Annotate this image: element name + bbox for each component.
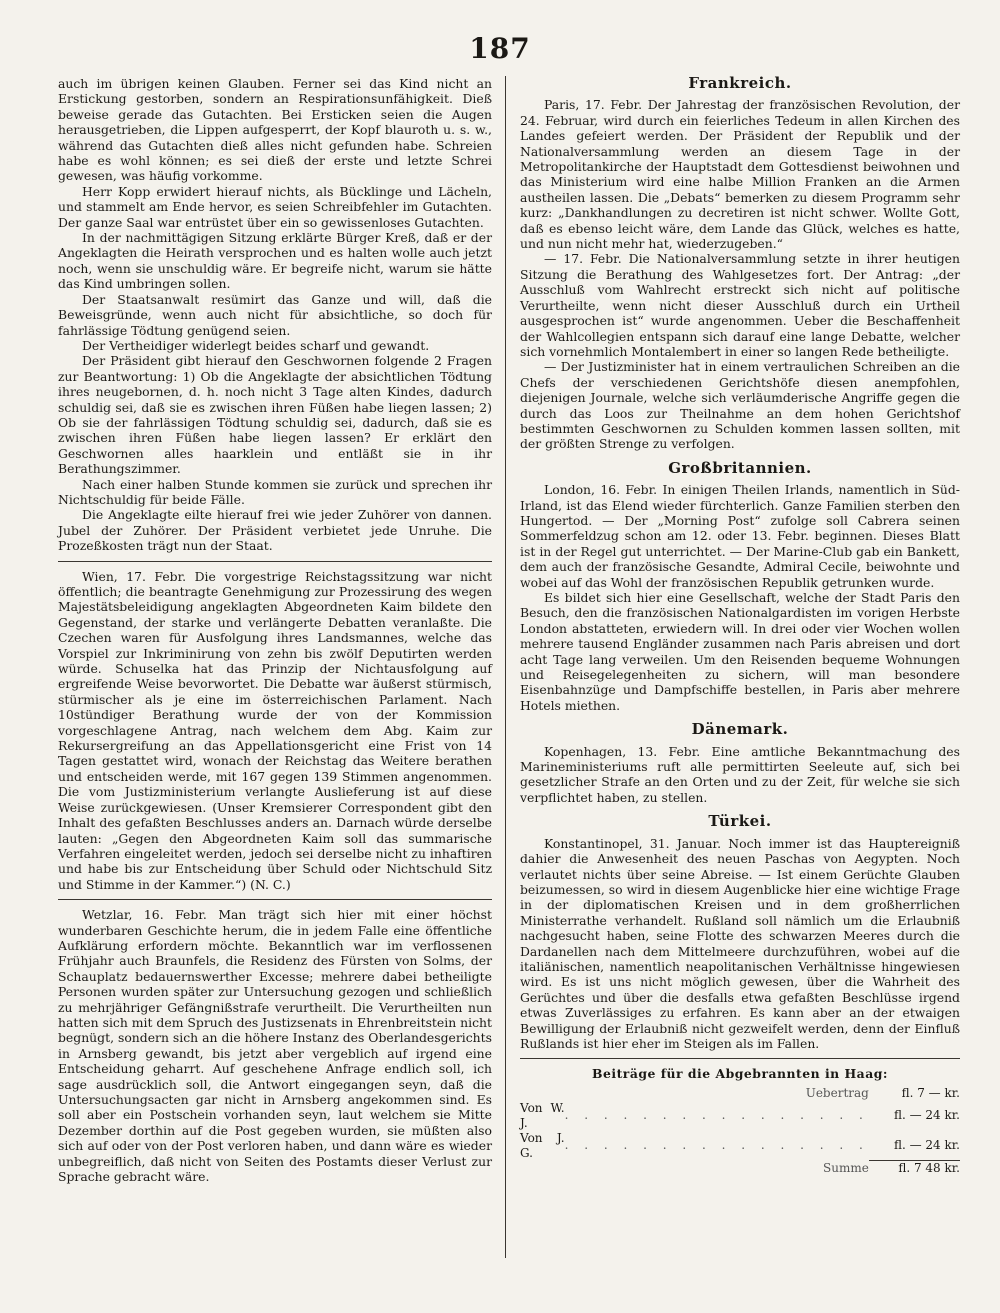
section-divider	[520, 1058, 960, 1059]
carry-amount: fl. 7 — kr.	[901, 1085, 960, 1100]
section-divider	[58, 561, 492, 562]
sum-amount: fl. 7 48 kr.	[869, 1161, 960, 1177]
donor-label: Von W. J.	[520, 1100, 565, 1130]
article-paragraph: Herr Kopp erwidert hierauf nichts, als Bücklinge und Lächeln, und stammelt am Ende hervor, es seien Schreibfehler im Gutachten. Der ganze Saal war entrüstet über ein so gewissenloses Gutachten.	[58, 183, 492, 230]
article-paragraph: Kopenhagen, 13. Febr. Eine amtliche Bekanntmachung des Marineministeriums ruft alle permittirten Seeleute auf, sich bei gesetzlicher Strafe an den Orten und zu der Zeit, für welche sie sich verpflichtet haben, zu stellen.	[520, 743, 960, 805]
article-wien: Wien, 17. Febr. Die vorgestrige Reichstagssitzung war nicht öffentlich; die beantragte Genehmigung zur Prozessirung des wegen Majestätsbeleidigung angeklagten Abgeordneten Kaim bildete den Gegenstand, der starke und verlängerte Debatten veranlaßte. Die Czechen waren für Ausfolgung ihres Landsmannes, welche das Vorspiel zur Inkriminirung von zehn bis zwölf Deputirten werden würde. Schuselka hat das Prinzip der Nichtausfolgung auf ergreifende Weise bevorwortet. Die Debatte war äußerst stürmisch, stürmischer als je eine im österreichischen Parlament. Nach 10stündiger Berathung wurde der von der Kommission vorgeschlagene Antrag, nach welchem dem Abg. Kaim zur Rekursergreifung an das Appellationsgericht eine Frist von 14 Tagen gestattet wird, wonach der Reichstag das Weitere berathen und entscheiden werde, mit 167 gegen 139 Stimmen angenommen. Die vom Justizministerium verlangte Auslieferung ist auf diese Weise zurückgewiesen. (Unser Kremsierer Correspondent gibt den Inhalt des gefaßten Beschlusses anders an. Darnach würde derselbe lauten: „Gegen den Abgeordneten Kaim soll das summarische Verfahren eingeleitet werden, jedoch sei derselbe nicht zu inhaftiren und habe bis zur Entscheidung über Schuld oder Nichtschuld Sitz und Stimme in der Kammer.“) (N. C.)	[58, 568, 492, 892]
section-heading-tuerkei: Türkei.	[708, 812, 772, 831]
carry-label: Uebertrag	[805, 1085, 869, 1100]
table-row	[520, 1101, 960, 1131]
section-divider	[58, 899, 492, 900]
article-paragraph: Der Präsident gibt hierauf den Geschwornen folgende 2 Fragen zur Beantwortung: 1) Ob die Angeklagte der absichtlichen Tödtung ihres neugebornen, d. h. noch nicht 3 Tage alten Kindes, dadurch schuldig sei, daß sie es zwischen ihren Füßen habe liegen lassen; 2) Ob sie der fahrlässigen Tödtung schuldig sei, dadurch, daß sie es zwischen ihren Füßen habe liegen lassen? Er erklärt den Geschwornen alles haarklein und entläßt sie in ihr Berathungszimmer.	[58, 353, 492, 477]
right-column	[520, 76, 960, 1176]
table-row	[520, 1086, 960, 1101]
article-paragraph: Nach einer halben Stunde kommen sie zurück und sprechen ihr Nichtschuldig für beide Fälle.	[58, 476, 492, 507]
article-paragraph: Der Staatsanwalt resümirt das Ganze und will, daß die Beweisgründe, wenn auch nicht für absichtliche, so doch für fahrlässige Tödtung genügend seien.	[58, 291, 492, 338]
donor-label: Von J. G.	[520, 1130, 565, 1160]
article-paragraph: Paris, 17. Febr. Der Jahrestag der französischen Revolution, der 24. Februar, wird durch ein feierliches Tedeum in allen Kirchen des Landes gefeiert werden. Der Präsident der Republik und der Nationalversammlung werden an diesem Tage in der Metropolitankirche der Hauptstadt dem Gottesdienst beiwohnen und das Ministerium wird eine halbe Million Franken an die Armen austheilen lassen. Die „Debats“ bemerken zu diesem Programm sehr kurz: „Dankhandlungen zu decretiren ist nicht schwer. Wollte Gott, daß es ebenso leicht wäre, dem Lande das Glück, welches es hatte, und nun nicht mehr hat, wiederzugeben.“	[520, 97, 960, 252]
section-heading-grossbritannien: Großbritannien.	[668, 458, 812, 477]
donation-amount: fl. — 24 kr.	[893, 1108, 960, 1123]
article-paragraph: In der nachmittägigen Sitzung erklärte Bürger Kreß, daß er der Angeklagten die Heirath versprochen und es halten wolle auch jetzt noch, wenn sie unschuldig wäre. Er begreife nicht, warum sie hätte das Kind umbringen sollen.	[58, 230, 492, 292]
leader-dots: . . . . . . . . . . . . . . . .	[564, 1138, 869, 1153]
section-heading-daenemark: Dänemark.	[691, 720, 789, 739]
column-divider	[505, 76, 506, 1258]
table-row	[520, 1131, 960, 1161]
article-paragraph: — 17. Febr. Die Nationalversammlung setzte in ihrer heutigen Sitzung die Berathung des Wahlgesetzes fort. Der Antrag: „der Ausschluß vom Wahlrecht erstreckt sich nicht auf politische Verurtheilte, wenn nicht dieser Ausschluß durch ein Urtheil ausgesprochen ist“ wurde angenommen. Ueber die Beschaffenheit der Wahlcollegien entspann sich darauf eine lange Debatte, welcher sich vornehmlich Montalembert in einer so langen Rede betheiligte.	[520, 251, 960, 359]
left-column	[58, 76, 492, 1184]
article-paragraph: — Der Justizminister hat in einem vertraulichen Schreiben an die Chefs der verschiedenen Gerichtshöfe diesen anempfohlen, diejenigen Journale, welche sich verläumderische Angriffe gegen die durch das Loos zur Theilnahme an dem hohen Gerichtshof bestimmten Geschwornen zu Schulden kommen lassen sollten, mit der größten Strenge zu verfolgen.	[520, 359, 960, 452]
article-paragraph: Der Vertheidiger widerlegt beides scharf und gewandt.	[82, 337, 430, 353]
article-paragraph: Die Angeklagte eilte hierauf frei wie jeder Zuhörer von dannen. Jubel der Zuhörer. Der Präsident verbietet jede Unruhe. Die Prozeßkosten trägt nun der Staat.	[58, 507, 492, 554]
table-row	[520, 1161, 960, 1177]
article-paragraph: auch im übrigen keinen Glauben. Ferner sei das Kind nicht an Erstickung gestorben, sondern an Respirationsunfähigkeit. Dieß beweise gerade das Gutachten. Bei Ersticken seien die Augen herausgetrieben, die Lippen aufgesperrt, der Kopf blauroth u. s. w., während das Gutachten dieß alles nicht gefunden habe. Schreien habe es wohl können; es sei dieß der erste und letzte Schrei gewesen, was häufig vorkomme.	[58, 76, 492, 184]
page-number: 187	[469, 32, 531, 65]
article-wetzlar: Wetzlar, 16. Febr. Man trägt sich hier mit einer höchst wunderbaren Geschichte herum, die in jedem Falle eine öffentliche Aufklärung erfordern möchte. Bekanntlich war im verflossenen Frühjahr auch Braunfels, die Residenz des Fürsten von Solms, der Schauplatz bedauernswerther Excesse; mehrere dabei betheiligte Personen wurden später zur Untersuchung gezogen und schließlich zu mehrjähriger Gefängnißstrafe verurtheilt. Die Verurtheilten nun hatten sich mit dem Spruch des Justizsenats in Ehrenbreitstein nicht begnügt, sondern sich an die höhere Instanz des Oberlandesgerichts in Arnsberg gewandt, bis jetzt aber vergeblich auf irgend eine Entscheidung geharrt. Auf geschehene Anfrage endlich soll, ich sage ausdrücklich soll, die Antwort eingegangen seyn, daß die Untersuchungsacten gar nicht in Arnsberg angekommen sind. Es soll aber ein Postschein vorhanden seyn, laut welchem sie Mitte Dezember dorthin auf die Post gegeben wurden, sie müßten also sich auf oder von der Post verloren haben, und dann wäre es wieder unbegreiflich, daß nicht von Seiten des Postamts dieser Verlust zur Sprache gebracht wäre.	[58, 907, 492, 1185]
section-heading-frankreich: Frankreich.	[688, 74, 792, 92]
donations-table	[520, 1086, 960, 1177]
donations-title: Beiträge für die Abgebrannten in Haag:	[592, 1066, 888, 1082]
article-paragraph: London, 16. Febr. In einigen Theilen Irlands, namentlich in Süd-Irland, ist das Elend wieder fürchterlich. Ganze Familien sterben den Hungertod. — Der „Morning Post“ zufolge soll Cabrera seinen Sommerfeldzug schon am 12. oder 13. Febr. beginnen. Dieses Blatt ist in der Regel gut unterrichtet. — Der Marine-Club gab ein Bankett, dem auch der französische Gesandte, Admiral Cecile, beiwohnte und wobei auf das Wohl der französischen Republik getrunken wurde.	[520, 482, 960, 590]
article-paragraph: Konstantinopel, 31. Januar. Noch immer ist das Hauptereigniß dahier die Anwesenheit des neuen Paschas von Aegypten. Noch verlautet nichts über seine Abreise. — Ist einem Gerüchte Glauben beizumessen, so wird in diesem Augenblicke hier eine wichtige Frage in der diplomatischen Kreisen und in dem großherrlichen Ministerrathe verhandelt. Rußland soll nämlich um die Erlaubniß nachgesucht haben, seine Flotte des schwarzen Meeres durch die Dardanellen nach dem Mittelmeere durchzuführen, wobei auf die italiänischen, namentlich neapolitanischen Verhältnisse hingewiesen wird. Es ist uns nicht möglich gewesen, über die Wahrheit des Gerüchtes und über die desfalls etwa gefaßten Beschlüsse irgend etwas Zuverlässiges zu erfahren. Es kann aber an der etwaigen Bewilligung der Erlaubniß nicht gezweifelt werden, denn der Einfluß Rußlands ist hier eher im Steigen als im Fallen.	[520, 835, 960, 1051]
sum-label: Summe	[823, 1161, 869, 1176]
donation-amount: fl. — 24 kr.	[893, 1138, 960, 1153]
article-paragraph: Es bildet sich hier eine Gesellschaft, welche der Stadt Paris den Besuch, den die französischen Nationalgardisten im vorigen Herbste London abstatteten, erwiedern will. In drei oder vier Wochen wollen mehrere tausend Engländer zusammen nach Paris abreisen und dort acht Tage lang verweilen. Um den Reisenden bequeme Wohnungen und Reisegelegenheiten zu sichern, will man besondere Eisenbahnzüge und Dampfschiffe bestellen, in Paris aber mehrere Hotels miethen.	[520, 590, 960, 713]
leader-dots: . . . . . . . . . . . . . . . .	[564, 1108, 869, 1123]
